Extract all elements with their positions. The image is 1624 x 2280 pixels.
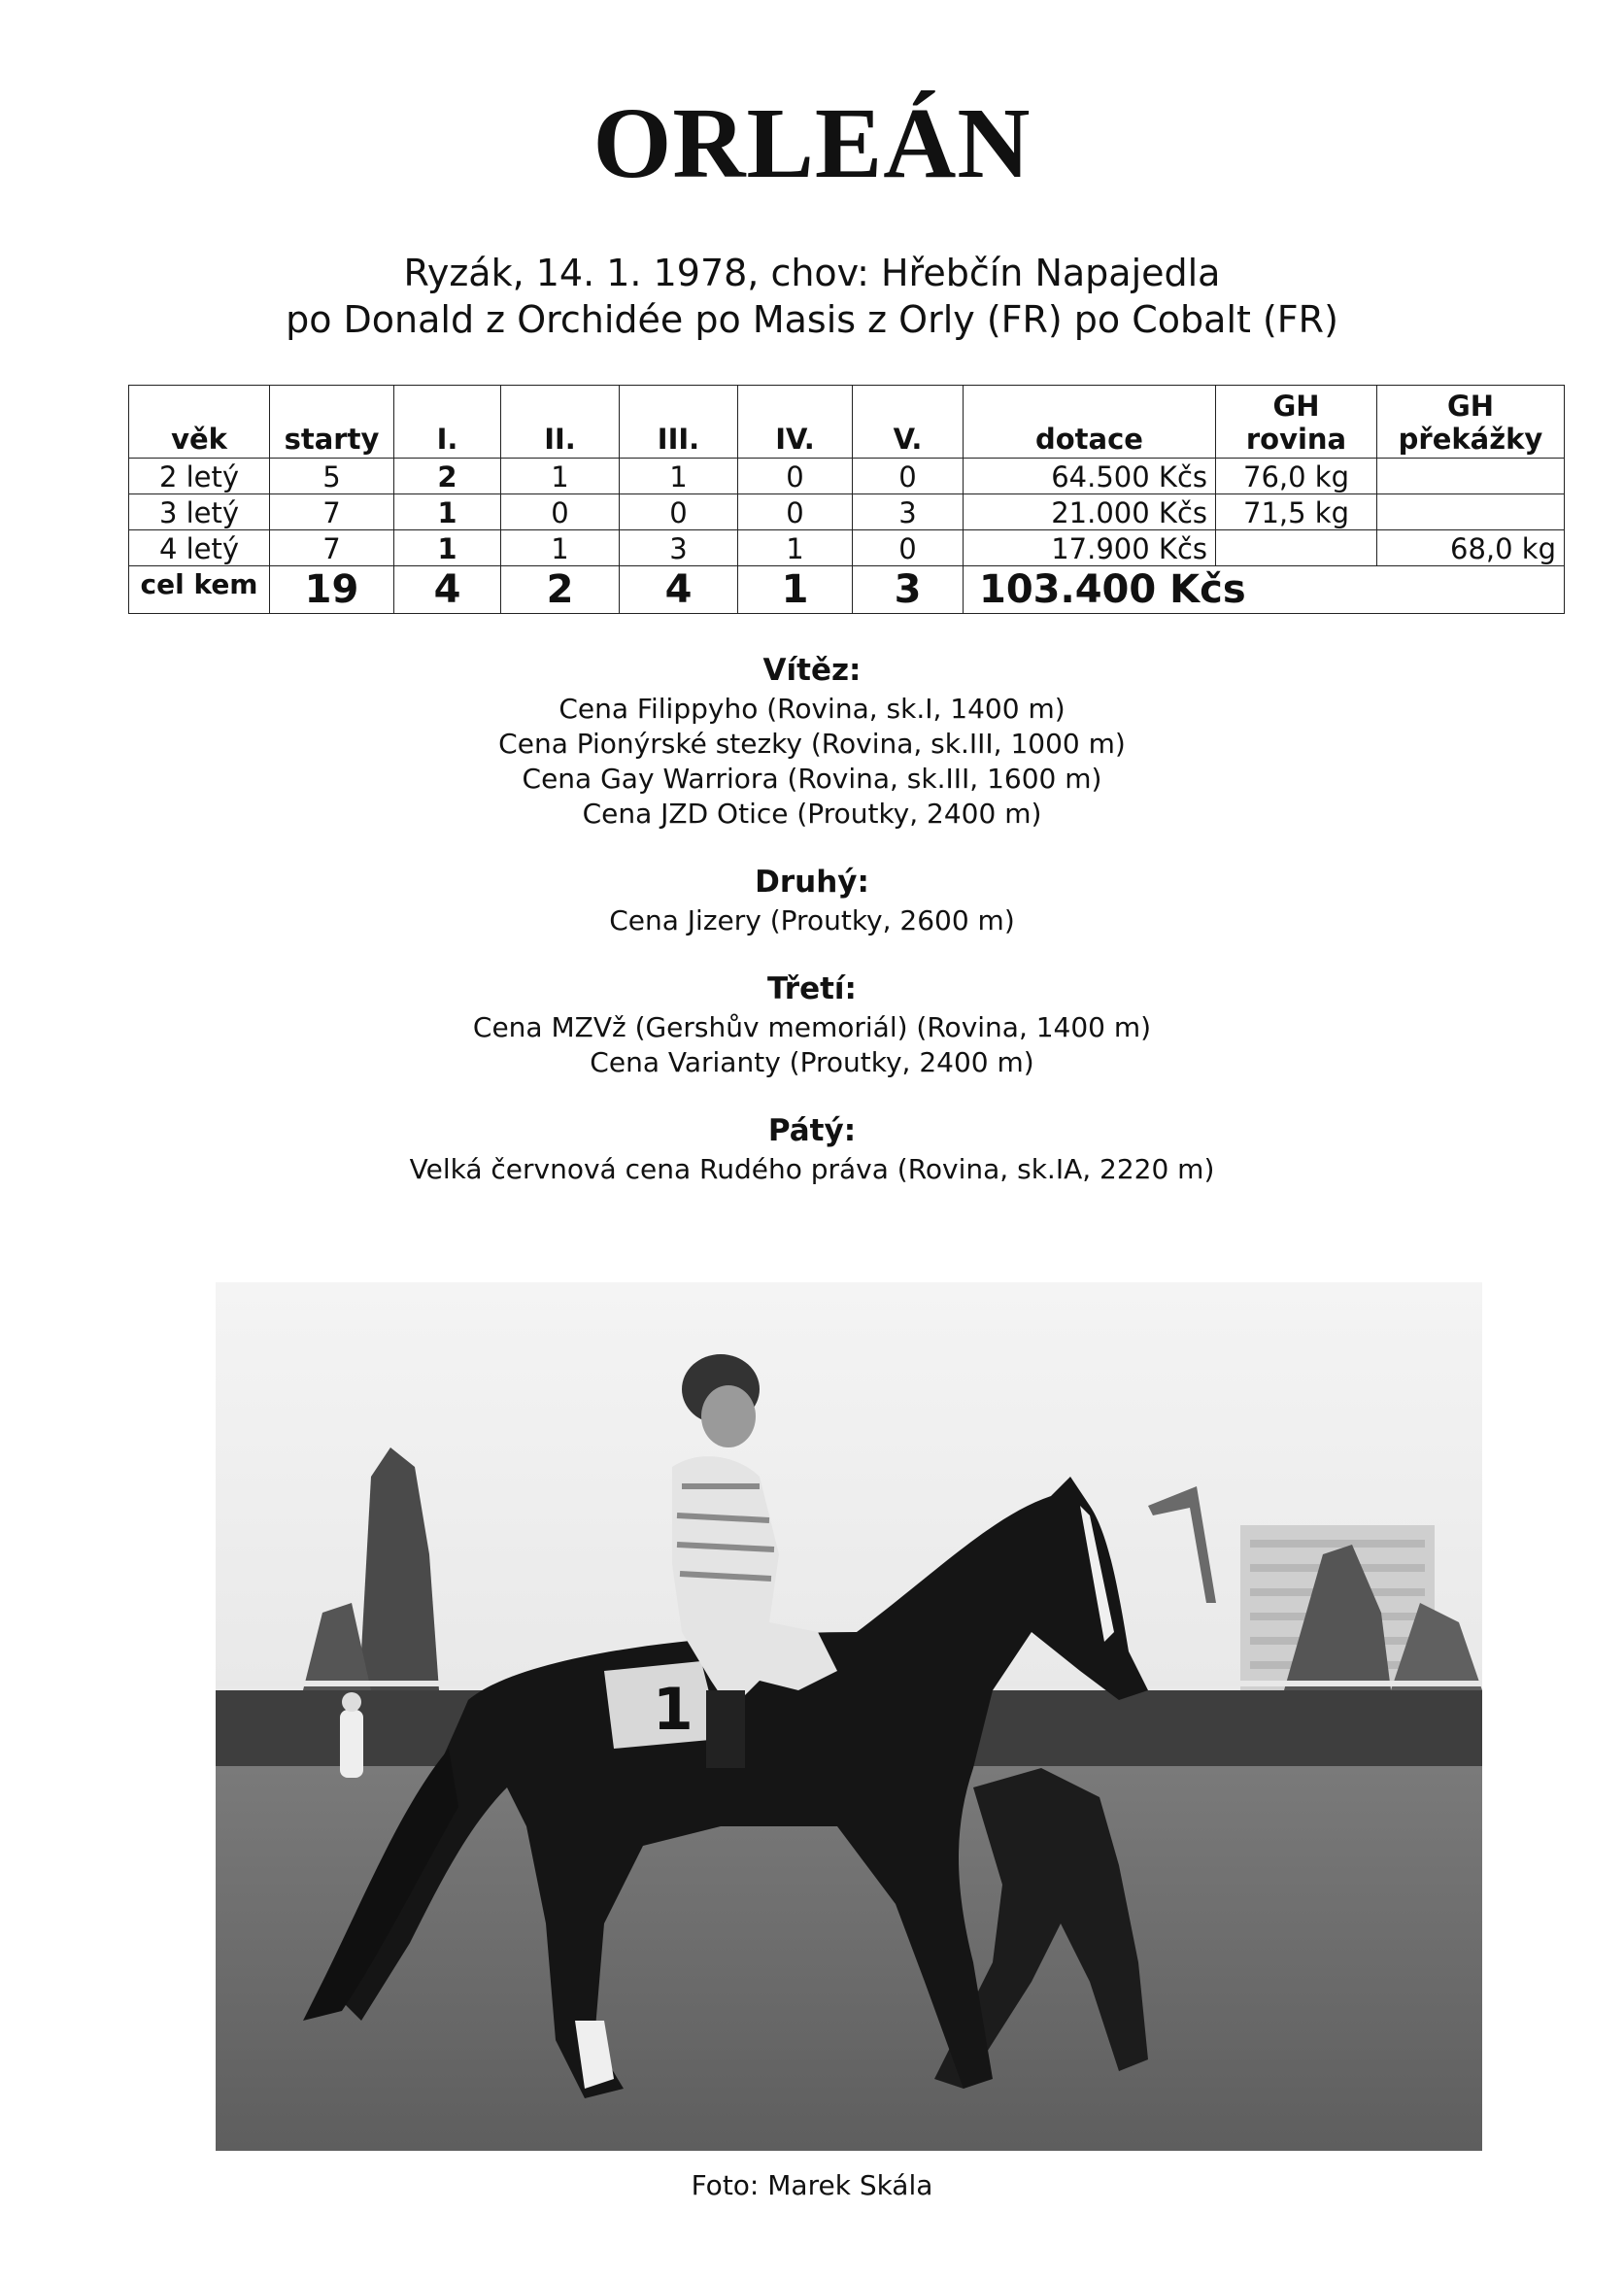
cell-earnings: 17.900 Kčs <box>964 530 1216 566</box>
table-total-row <box>129 566 1565 614</box>
total-earnings: 103.400 Kčs <box>964 566 1565 614</box>
table-row <box>129 494 1565 530</box>
pedigree: po Donald z Orchidée po Masis z Orly (FR) po Cobalt (FR) <box>286 298 1338 341</box>
photo-caption: Foto: Marek Skála <box>691 2169 933 2201</box>
cell-third: 1 <box>620 459 738 494</box>
cell-starts: 5 <box>270 459 394 494</box>
table-row <box>129 459 1565 494</box>
second-place-section <box>0 861 1624 938</box>
col-header-age: věk <box>129 386 270 459</box>
cell-third: 0 <box>620 494 738 530</box>
col-header-fourth: IV. <box>738 386 853 459</box>
cell-age: 3 letý <box>129 494 270 530</box>
col-header-second: II. <box>501 386 620 459</box>
race-statistics-table <box>128 385 1565 614</box>
cell-fourth: 0 <box>738 494 853 530</box>
col-header-fifth: V. <box>853 386 964 459</box>
cell-starts: 7 <box>270 530 394 566</box>
cell-earnings: 64.500 Kčs <box>964 459 1216 494</box>
list-item: Cena Filippyho (Rovina, sk.I, 1400 m) <box>558 693 1066 725</box>
list-item: Velká červnová cena Rudého práva (Rovina, sk.IA, 2220 m) <box>409 1153 1215 1185</box>
col-header-third: III. <box>620 386 738 459</box>
cell-starts: 7 <box>270 494 394 530</box>
cell-second: 1 <box>501 530 620 566</box>
cell-second: 1 <box>501 459 620 494</box>
list-item: Cena MZVž (Gershův memoriál) (Rovina, 1400 m) <box>472 1011 1152 1043</box>
cell-gh-jumps <box>1377 494 1565 530</box>
list-item: Cena Varianty (Proutky, 2400 m) <box>590 1046 1034 1078</box>
section-heading: Třetí: <box>767 971 857 1006</box>
col-header-starts: starty <box>270 386 394 459</box>
section-heading: Vítěz: <box>762 653 862 688</box>
fifth-place-section <box>0 1109 1624 1187</box>
cell-gh-flat: 71,5 kg <box>1216 494 1377 530</box>
cell-gh-flat <box>1216 530 1377 566</box>
total-second: 2 <box>501 566 620 614</box>
list-item: Cena Jizery (Proutky, 2600 m) <box>609 904 1015 936</box>
cell-earnings: 21.000 Kčs <box>964 494 1216 530</box>
list-item: Cena Gay Warriora (Rovina, sk.III, 1600 m) <box>522 763 1102 795</box>
cell-fifth: 0 <box>853 459 964 494</box>
total-third: 4 <box>620 566 738 614</box>
saddle-number: 1 <box>653 1676 694 1744</box>
list-item: Cena JZD Otice (Proutky, 2400 m) <box>582 798 1042 830</box>
section-heading: Druhý: <box>755 865 869 900</box>
total-fifth: 3 <box>853 566 964 614</box>
winner-section <box>0 649 1624 832</box>
table-row <box>129 530 1565 566</box>
table-header-row <box>129 386 1565 459</box>
cell-gh-jumps: 68,0 kg <box>1377 530 1565 566</box>
cell-age: 2 letý <box>129 459 270 494</box>
list-item: Cena Pionýrské stezky (Rovina, sk.III, 1000 m) <box>498 728 1126 760</box>
col-header-earnings: dotace <box>964 386 1216 459</box>
col-header-gh-jumps: GH překážky <box>1377 386 1565 459</box>
cell-fourth: 0 <box>738 459 853 494</box>
page-title: ORLEÁN <box>592 87 1032 199</box>
cell-fifth: 3 <box>853 494 964 530</box>
horse-photo <box>216 1282 1482 2151</box>
cell-third: 3 <box>620 530 738 566</box>
cell-first: 1 <box>394 494 501 530</box>
total-starts: 19 <box>270 566 394 614</box>
cell-first: 2 <box>394 459 501 494</box>
cell-gh-jumps <box>1377 459 1565 494</box>
cell-fourth: 1 <box>738 530 853 566</box>
cell-first: 1 <box>394 530 501 566</box>
col-header-gh-flat: GH rovina <box>1216 386 1377 459</box>
cell-gh-flat: 76,0 kg <box>1216 459 1377 494</box>
cell-age: 4 letý <box>129 530 270 566</box>
cell-second: 0 <box>501 494 620 530</box>
col-header-first: I. <box>394 386 501 459</box>
horse-info: Ryzák, 14. 1. 1978, chov: Hřebčín Napajedla <box>403 252 1221 294</box>
cell-fifth: 0 <box>853 530 964 566</box>
third-place-section <box>0 968 1624 1080</box>
section-heading: Pátý: <box>767 1113 857 1148</box>
total-first: 4 <box>394 566 501 614</box>
total-label: cel kem <box>129 566 270 614</box>
total-fourth: 1 <box>738 566 853 614</box>
